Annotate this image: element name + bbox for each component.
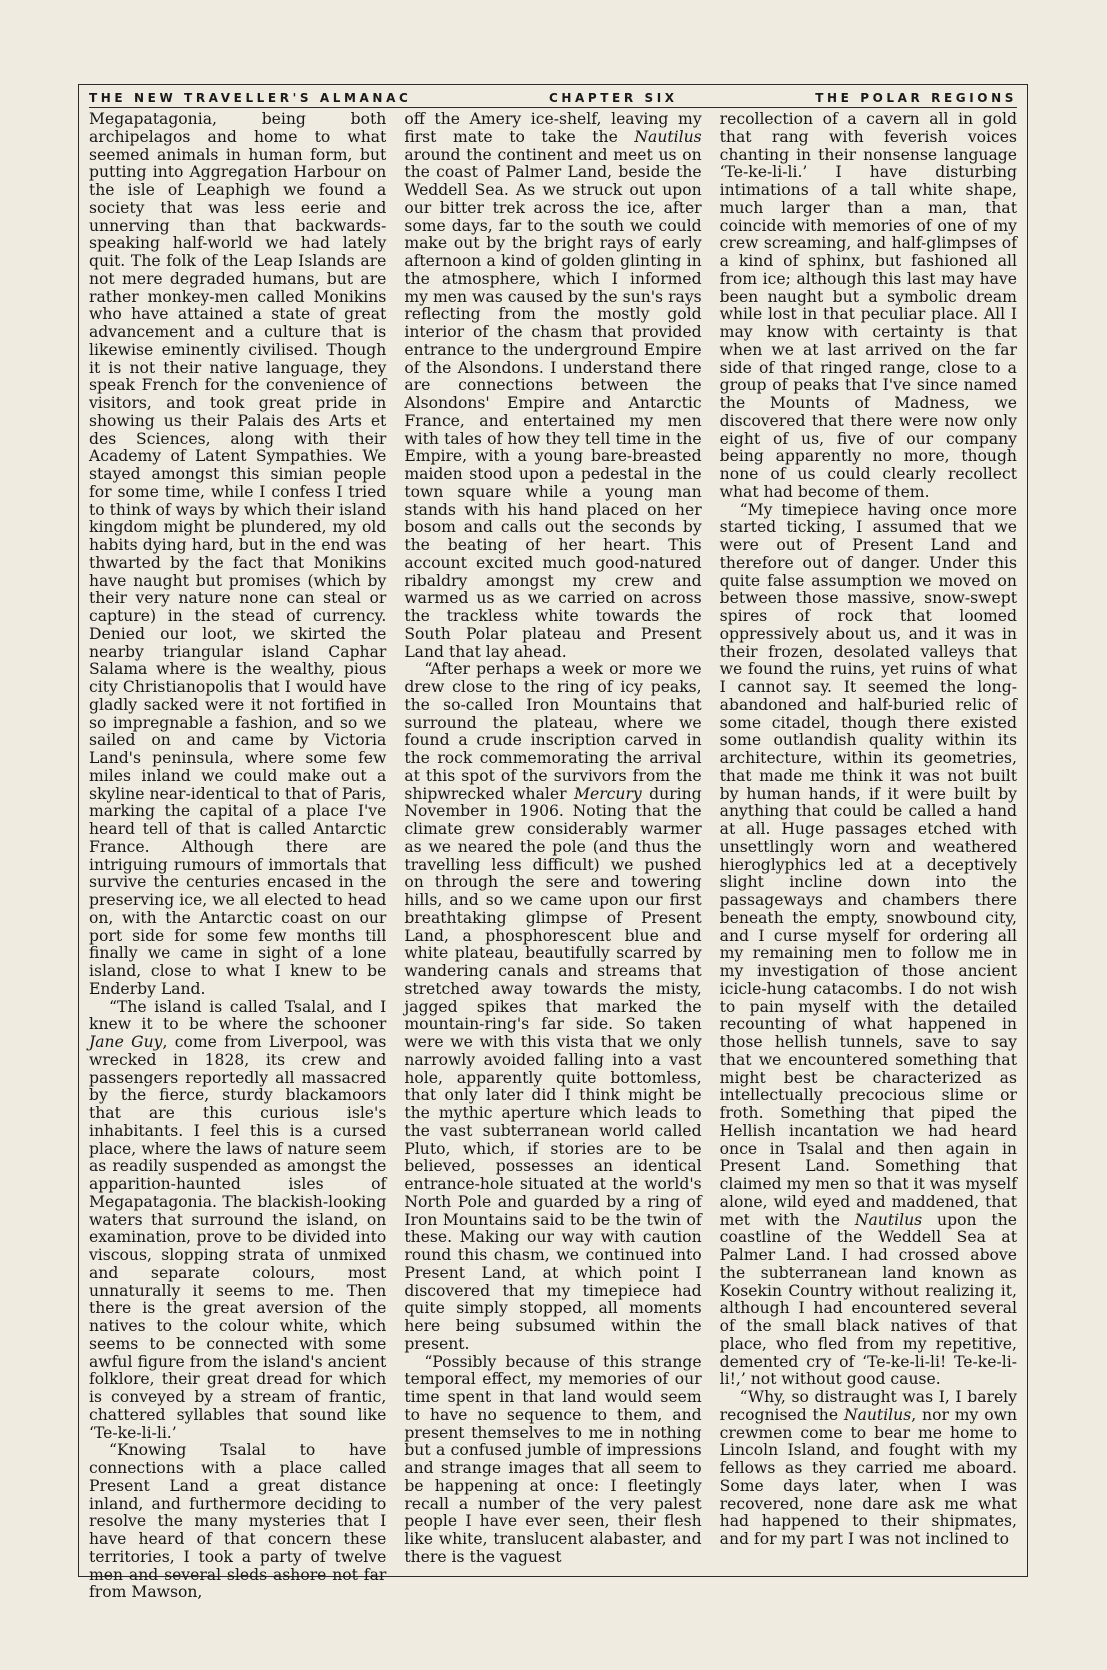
text-column-2	[404, 111, 701, 1570]
header-book-title: THE NEW TRAVELLER'S ALMANAC	[89, 91, 412, 105]
paragraph: recollection of a cavern all in gold that rang with feverish voices chanting in their nonsense language ‘Te-ke-li-li.’ I have disturbing intimations of a tall white shape, much larger than a man, that coincide with memories of one of my crew screaming, and half-glimpses of a kind of sphinx, but fashioned all from ice; although this last may have been naught but a symbolic dream while lost in that peculiar place. All I may know with certainty is that when we at last arrived on the far side of that ringed range, close to a group of peaks that I've since named the Mounts of Madness, we discovered that there were now only eight of us, five of our company being apparently no more, though none of us could clearly recollect what had become of them.	[719, 110, 1017, 501]
paragraph: “Knowing Tsalal to have connections with a place called Present Land a great distance inland, and furthermore deciding to resolve the many mysteries that I have heard of that concern these territories, I took a party of twelve men and several sleds ashore not far from Mawson,	[89, 1441, 387, 1602]
paragraph: “The island is called Tsalal, and I knew it to be where the schooner Jane Guy, come from Liverpool, was wrecked in 1828, its crew and passengers reportedly all massacred by the fierce, sturdy blackamoors that are this curious isle's inhabitants. I feel this is a cursed place, where the laws of nature seem as readily suspended as amongst the apparition-haunted isles of Megapatagonia. The blackish-looking waters that surround the island, on examination, prove to be divided into viscous, slopping strata of unmixed and separate colours, most unnaturally it seems to me. Then there is the great aversion of the natives to the colour white, which seems to be connected with some awful figure from the island's ancient folklore, their great dread for which is conveyed by a stream of frantic, chattered syllables that sound like ‘Te-ke-li-li.’	[89, 997, 387, 1442]
header-rule	[89, 107, 1017, 108]
paragraph: “My timepiece having once more started ticking, I assumed that we were out of Present Land and therefore out of danger. Under this quite false assumption we moved on between those massive, snow-swept spires of rock that loomed oppressively about us, and it was in their frozen, desolated valleys that we found the ruins, yet ruins of what I cannot say. It seemed the long-abandoned and half-buried relic of some citadel, though there existed some outlandish quality within its architecture, within its geometries, that made me think it was not built by human hands, if it were built by anything that could be called a hand at all. Huge passages etched with unsettlingly worn and weathered hieroglyphics led at a deceptively slight incline down into the passageways and chambers there beneath the empty, snowbound city, and I curse myself for ordering all my remaining men to follow me in my investigation of those ancient icicle-hung catacombs. I do not wish to pain myself with the detailed recounting of what happened in those hellish tunnels, save to say that we encountered something that might best be characterized as intellectually precocious slime or froth. Something that piped the Hellish incantation we had heard once in Tsalal and then again in Present Land. Something that claimed my men so that it was myself alone, wild eyed and maddened, that met with the Nautilus upon the coastline of the Weddell Sea at Palmer Land. I had crossed above the subterranean land known as Kosekin Country without realizing it, although I had encountered several of the small black natives of that place, who fled from my repetitive, demented cry of ‘Te-ke-li-li! Te-ke-li-li!,’ not without good cause.	[719, 500, 1017, 1389]
header-chapter: CHAPTER SIX	[548, 91, 678, 105]
page-frame	[78, 84, 1028, 1602]
running-header	[89, 90, 1017, 106]
paragraph: “Why, so distraught was I, I barely recognised the Nautilus, nor my own crewmen come to bear me home to Lincoln Island, and fought with my fellows as they carried me aboard. Some days later, when I was recovered, none dare ask me what had happened to their shipmates, and for my part I was not inclined to	[719, 1388, 1017, 1548]
text-column-3	[720, 111, 1017, 1570]
paragraph: off the Amery ice-shelf, leaving my first mate to take the Nautilus around the continent and meet us on the coast of Palmer Land, beside the Weddell Sea. As we struck out upon our bitter trek across the ice, after some days, far to the south we could make out by the bright rays of early afternoon a kind of golden glinting in the atmosphere, which I informed my men was caused by the sun's rays reflecting from the mostly gold interior of the chasm that provided entrance to the underground Empire of the Alsondons. I understand there are connections between the Alsondons' Empire and Antarctic France, and entertained my men with tales of how they tell time in the Empire, with a young bare-breasted maiden stood upon a pedestal in the town square while a young man stands with his hand placed on her bosom and calls out the seconds by the beating of her heart. This account excited much good-natured ribaldry amongst my crew and warmed us as we carried on across the trackless white towards the South Polar plateau and Present Land that lay ahead.	[404, 110, 702, 661]
paragraph: “Possibly because of this strange temporal effect, my memories of our time spent in that land would seem to have no sequence to them, and present themselves to me in nothing but a confused jumble of impressions and strange images that all seem to be happening at once: I fleetingly recall a number of the very palest people I have ever seen, their flesh like white, translucent alabaster, and there is the vaguest	[404, 1352, 702, 1566]
paragraph: “After perhaps a week or more we drew close to the ring of icy peaks, the so-called Iron Mountains that surround the plateau, where we found a crude inscription carved in the rock commemorating the arrival at this spot of the survivors from the shipwrecked whaler Mercury during November in 1906. Noting that the climate grew considerably warmer as we neared the pole (and thus the travelling less difficult) we pushed on through the sere and towering hills, and so we came upon our first breathtaking glimpse of Present Land, a phosphorescent blue and white plateau, beautifully scarred by wandering canals and streams that stretched away towards the misty, jagged spikes that marked the mountain-ring's far side. So taken were we with this vista that we only narrowly avoided falling into a vast hole, apparently quite bottomless, that only later did I think might be the mythic aperture which leads to the vast subterranean world called Pluto, which, if stories are to be believed, possesses an identical entrance-hole situated at the world's North Pole and guarded by a ring of Iron Mountains said to be the twin of these. Making our way with caution round this chasm, we continued into Present Land, at which point I discovered that my timepiece had quite simply stopped, all moments here being subsumed within the present.	[404, 660, 702, 1353]
text-columns	[89, 110, 1017, 1602]
text-column-1	[89, 110, 387, 1602]
paragraph: Megapatagonia, being both archipelagos and home to what seemed animals in human form, but putting into Aggregation Harbour on the isle of Leaphigh we found a society that was less eerie and unnerving than that backwards-speaking half-world we had lately quit. The folk of the Leap Islands are not mere degraded humans, but are rather monkey-men called Monikins who have attained a state of great advancement and a culture that is likewise eminently civilised. Though it is not their native language, they speak French for the convenience of visitors, and took great pride in showing us their Palais des Arts et des Sciences, along with their Academy of Latent Sympathies. We stayed amongst this simian people for some time, while I confess I tried to think of ways by which their island kingdom might be plundered, my old habits dying hard, but in the end was thwarted by the fact that Monikins have naught but promises (which by their very nature none can steal or capture) in the stead of currency. Denied our loot, we skirted the nearby triangular island Caphar Salama where is the wealthy, pious city Christianopolis that I would have gladly sacked were it not fortified in so impregnable a fashion, and so we sailed on and came by Victoria Land's peninsula, where some few miles inland we could make out a skyline near-identical to that of Paris, marking the capital of a place I've heard tell of that is called Antarctic France. Although there are intriguing rumours of immortals that survive the centuries encased in the preserving ice, we all elected to head on, with the Antarctic coast on our port side for some few months till finally we came in sight of a lone island, close to what I knew to be Enderby Land.	[89, 110, 387, 998]
header-section: THE POLAR REGIONS	[815, 91, 1017, 105]
